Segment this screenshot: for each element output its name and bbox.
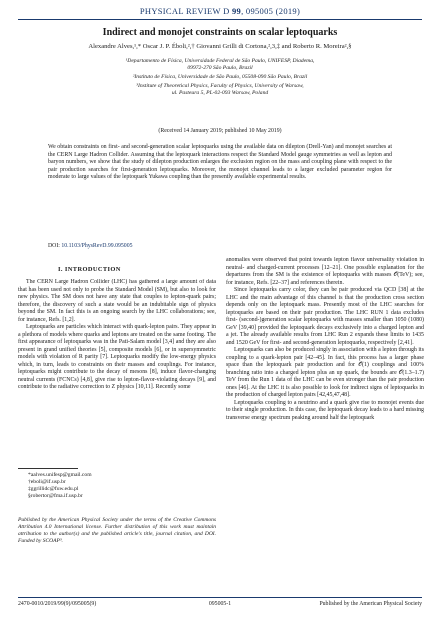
received-dates: (Received 14 January 2019; published 10 May 2019) bbox=[158, 128, 282, 134]
license-notice: Published by the American Physical Society under the terms of the Creative Commons Attribution 4.0 International license. Further distribution of this work must maintain attribution to the author(s) and the published article's title, journal citation, and DOI. Funded by SCOAP³. bbox=[18, 517, 216, 544]
footer-issn: 2470-0010/2019/99(9)/095005(9) bbox=[18, 601, 97, 607]
footer-rule bbox=[18, 597, 422, 598]
doi-line bbox=[48, 243, 133, 249]
affiliation-1a: ¹Departamento de Física, Universidade Federal de São Paulo, UNIFESP, Diadema, bbox=[125, 58, 315, 64]
footnote-email-1[interactable]: *aalves.unifesp@gmail.com bbox=[28, 472, 92, 478]
footnotes bbox=[28, 472, 92, 500]
right-column bbox=[226, 257, 424, 589]
intro-paragraph-6: Leptoquarks coupling to a neutrino and a quark give rise to monojet events due to their single production. In this case, the leptoquark decay leads to a hard missing transverse energy spectrum peaking around half the leptoquark bbox=[226, 399, 424, 421]
intro-paragraph-2: Leptoquarks are particles which interact with quark-lepton pairs. They appear in a plethora of models where quarks and leptons are treated on the same footing. The first appearance of leptoquarks was in the Pati-Salam model [3,4] and they are also present in grand unified theories [5], composite models [6], or in supersymmetric models with violation of R parity [7]. Leptoquarks modify the low-energy physics which, in turn, leads to constraints on their masses and couplings. For instance, leptoquarks might contribute to the decay of mesons [8], induce flavor-changing neutral currents (FCNCs) [4,8], give rise to lepton-flavor-violating decays [9], and contribute to the radiative correction to Z physics [10,11]. Recently some bbox=[18, 324, 216, 390]
intro-paragraph-4: Since leptoquarks carry color, they can be pair produced via QCD [38] at the LHC and the main advantage of this channel is that the production cross section depends only on the leptoquark mass. Presently most of the LHC searches for leptoquarks are based on their pair production. The LHC RUN 1 data excludes first- (second-)generation scalar leptoquarks with masses smaller than 1050 (1080) GeV [39,40] provided the leptoquark decays exclusively into a charged lepton and a jet. The already available results from LHC Run 2 expands these limits to 1435 and 1520 GeV for first- and second-generation leptoquarks, respectively [2,41]. bbox=[226, 287, 424, 346]
footer-page-number: 095005-1 bbox=[208, 601, 232, 607]
left-column bbox=[18, 279, 216, 457]
doi-link[interactable]: 10.1103/PhysRevD.99.095005 bbox=[61, 243, 133, 249]
footnote-rule bbox=[18, 468, 78, 469]
affiliation-3b: ul. Pasteura 5, PL-02-093 Warsaw, Poland bbox=[171, 90, 269, 96]
footnote-email-3[interactable]: ‡ggrillidc@fuw.edu.pl bbox=[28, 486, 79, 492]
paper-title: Indirect and monojet constraints on scalar leptoquarks bbox=[102, 27, 338, 38]
intro-paragraph-5: Leptoquarks can also be produced singly in association with a lepton through its coupling to a quark-lepton pair [42–45]. In fact, this process has a larger phase space than the leptoquark pair production and for 𝒪(1) couplings and 100% branching ratio into a charged lepton plus an up quark, the bounds are 𝒪(1.3–1.7) TeV from the Run 1 data of the LHC can be even stronger than the pair production ones [46]. At the LHC it is also possible to look for indirect signs of leptoquarks in the production of charged lepton pairs [42,45,47,48]. bbox=[226, 347, 424, 398]
journal-article-number: , 095005 (2019) bbox=[241, 6, 301, 16]
abstract: We obtain constraints on first- and second-generation scalar leptoquarks using the available data on dilepton (Drell-Yan) and monojet searches at the CERN Large Hadron Collider. Assuming that the leptoquark interactions respect the Standard Model gauge symmetries as well as lepton and baryon numbers, we show that the study of dilepton production enlarges the exclusion region on the mass and coupling plane with respect to the pair production searches for first-generation leptoquarks. Moreover, the monojet channel leads to a larger excluded parameter region for moderate to large values of the leptoquark Yukawa coupling than the presently available experimental results. bbox=[48, 144, 392, 181]
affiliation-1b: 09972-270 São Paulo, Brazil bbox=[187, 65, 253, 71]
intro-paragraph-3: anomalies were observed that point towards lepton flavor universality violation in neutral- and charged-current processes [12–21]. One possible explanation for the departures from the SM is the existence of leptoquarks with masses 𝒪(TeV); see, for instance, Refs. [22–37] and references therein. bbox=[226, 257, 424, 286]
footnote-email-2[interactable]: †eboli@if.usp.br bbox=[28, 479, 66, 485]
author-list: Alexandre Alves,¹,* Oscar J. P. Éboli,²,† Giovanni Grilli di Cortona,²,3,‡ and Roberto R. Moreira²,§ bbox=[88, 43, 352, 50]
footer-publisher: Published by the American Physical Society bbox=[319, 601, 422, 607]
journal-name: PHYSICAL REVIEW D bbox=[139, 6, 230, 16]
journal-header bbox=[0, 6, 440, 16]
doi-label: DOI: bbox=[48, 243, 60, 249]
intro-paragraph-1: The CERN Large Hadron Collider (LHC) has gathered a large amount of data that has been used not only to probe the Standard Model (SM), but also to look for new physics. The SM does not have any state that couples to lepton-quark pairs; therefore, the discovery of such a state would be an indubitable sign of physics beyond the SM. In fact this is an ongoing search by the LHC collaborations; see, for instance, Refs. [1,2]. bbox=[18, 279, 216, 323]
journal-volume: 99 bbox=[231, 6, 242, 16]
footnote-email-4[interactable]: §robertor@fma.if.usp.br bbox=[28, 493, 83, 499]
affiliation-3a: ³Institute of Theoretical Physics, Faculty of Physics, University of Warsaw, bbox=[136, 83, 304, 89]
affiliation-2: ²Instituto de Física, Universidade de São Paulo, 05508-090 São Paulo, Brazil bbox=[132, 74, 308, 80]
section-heading: I. INTRODUCTION bbox=[58, 266, 121, 273]
